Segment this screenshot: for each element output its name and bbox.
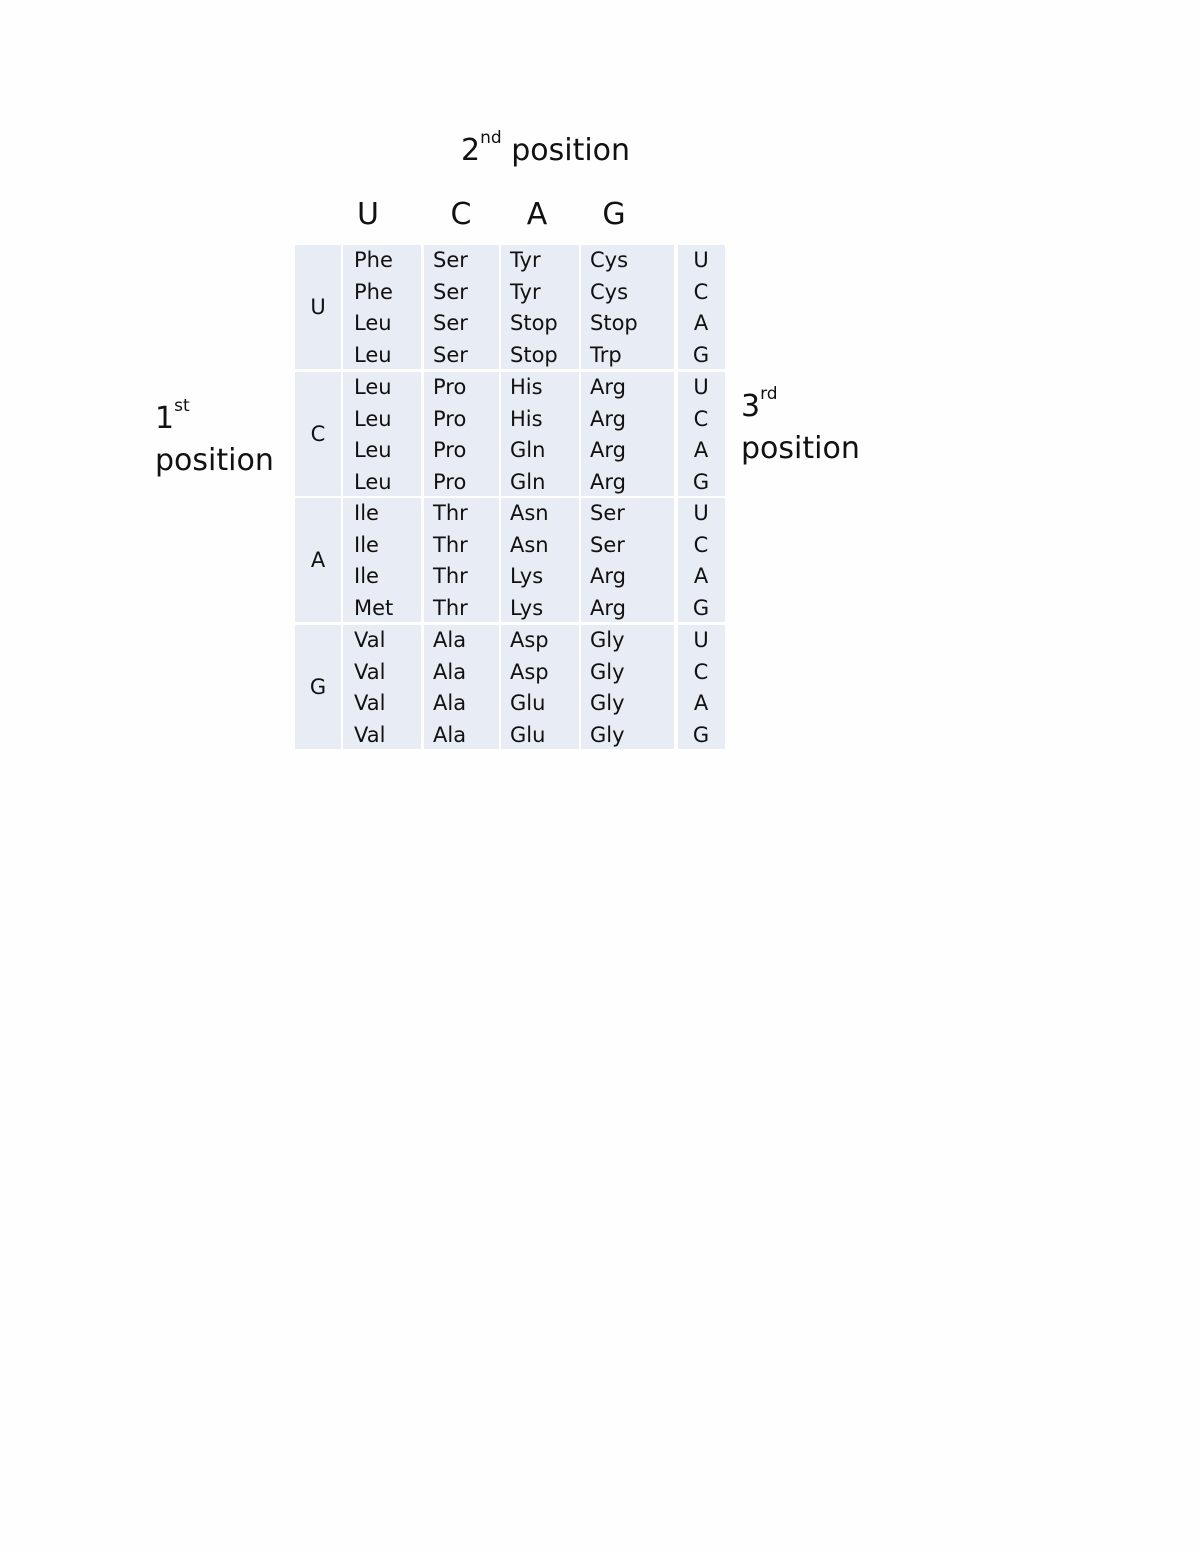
amino-acid-cell: Asp: [510, 660, 549, 684]
amino-acid-cell: Ser: [433, 343, 468, 367]
first-position-word: position: [155, 443, 274, 478]
amino-acid-cell: Leu: [354, 311, 392, 335]
first-base-label: C: [310, 422, 326, 446]
amino-acid-cell: Gly: [590, 660, 625, 684]
amino-acid-cell: His: [510, 375, 543, 399]
amino-acid-cell: Gln: [510, 438, 546, 462]
amino-acid-cell: Pro: [433, 470, 467, 494]
third-base-label: G: [692, 723, 710, 747]
amino-acid-cell: Ala: [433, 628, 467, 652]
third-base-label: U: [693, 501, 709, 525]
amino-acid-cell: Ser: [433, 311, 468, 335]
codon-block-u: [295, 245, 725, 369]
amino-acid-cell: Pro: [433, 375, 467, 399]
amino-acid-cell: Ser: [433, 248, 468, 272]
amino-acid-cell: Cys: [590, 248, 629, 272]
amino-acid-cell: Thr: [433, 564, 468, 588]
third-base-label: A: [693, 311, 709, 335]
amino-acid-cell: Pro: [433, 407, 467, 431]
amino-acid-cell: Ser: [433, 280, 468, 304]
second-position-number: 2: [461, 133, 481, 168]
amino-acid-cell: Thr: [433, 533, 468, 557]
first-base-label: G: [309, 675, 327, 699]
amino-acid-cell: Ile: [354, 564, 379, 588]
amino-acid-cell: Arg: [590, 470, 626, 494]
amino-acid-cell: Leu: [354, 407, 392, 431]
amino-acid-cell: Ile: [354, 501, 379, 525]
second-position-title: [461, 128, 631, 168]
amino-acid-cell: Val: [354, 691, 386, 715]
amino-acid-cell: Arg: [590, 375, 626, 399]
codon-block-a: [295, 498, 725, 622]
third-base-label: A: [693, 564, 709, 588]
first-base-label: A: [310, 548, 326, 572]
amino-acid-cell: Stop: [510, 311, 558, 335]
amino-acid-cell: Tyr: [510, 248, 541, 272]
amino-acid-cell: Phe: [354, 248, 393, 272]
amino-acid-cell: Glu: [510, 691, 546, 715]
amino-acid-cell: Gln: [510, 470, 546, 494]
first-position-suffix: st: [174, 396, 190, 416]
amino-acid-cell: Lys: [510, 596, 544, 620]
amino-acid-cell: Asp: [510, 628, 549, 652]
codon-block-c: [295, 372, 725, 496]
amino-acid-cell: Ser: [590, 501, 625, 525]
amino-acid-cell: Val: [354, 723, 386, 747]
amino-acid-cell: Arg: [590, 564, 626, 588]
second-base-header-3: A: [526, 197, 548, 232]
amino-acid-cell: Ala: [433, 660, 467, 684]
third-position-suffix: rd: [760, 384, 778, 404]
amino-acid-cell: Gly: [590, 691, 625, 715]
amino-acid-cell: Ile: [354, 533, 379, 557]
amino-acid-cell: Arg: [590, 407, 626, 431]
first-position-title: [155, 396, 274, 478]
third-base-label: A: [693, 691, 709, 715]
third-position-number: 3: [741, 389, 761, 424]
third-base-label: U: [693, 248, 709, 272]
amino-acid-cell: Tyr: [510, 280, 541, 304]
codon-block-g: [295, 625, 725, 749]
amino-acid-cell: Trp: [590, 343, 622, 367]
first-position-number: 1: [155, 401, 175, 436]
amino-acid-cell: Leu: [354, 438, 392, 462]
amino-acid-cell: Asn: [510, 501, 549, 525]
amino-acid-cell: Arg: [590, 596, 626, 620]
codon-table: [295, 245, 725, 748]
amino-acid-cell: Asn: [510, 533, 549, 557]
second-position-word: position: [511, 133, 631, 168]
amino-acid-cell: Cys: [590, 280, 629, 304]
second-position-suffix: nd: [480, 128, 502, 148]
third-base-label: C: [693, 660, 709, 684]
amino-acid-cell: His: [510, 407, 543, 431]
amino-acid-cell: Thr: [433, 501, 468, 525]
amino-acid-cell: Lys: [510, 564, 544, 588]
amino-acid-cell: Thr: [433, 596, 468, 620]
third-base-label: U: [693, 628, 709, 652]
amino-acid-cell: Val: [354, 660, 386, 684]
second-base-header-2: C: [450, 197, 472, 232]
third-base-label: C: [693, 533, 709, 557]
amino-acid-cell: Ala: [433, 691, 467, 715]
amino-acid-cell: Phe: [354, 280, 393, 304]
second-base-header-4: G: [602, 197, 626, 232]
first-base-label: U: [310, 295, 326, 319]
amino-acid-cell: Ala: [433, 723, 467, 747]
third-base-label: C: [693, 280, 709, 304]
third-base-label: G: [692, 343, 710, 367]
third-base-label: G: [692, 596, 710, 620]
amino-acid-cell: Leu: [354, 343, 392, 367]
third-position-title: [741, 384, 860, 466]
amino-acid-cell: Pro: [433, 438, 467, 462]
amino-acid-cell: Val: [354, 628, 386, 652]
amino-acid-cell: Ser: [590, 533, 625, 557]
amino-acid-cell: Gly: [590, 628, 625, 652]
amino-acid-cell: Met: [354, 596, 394, 620]
third-base-label: C: [693, 407, 709, 431]
amino-acid-cell: Glu: [510, 723, 546, 747]
third-base-label: A: [693, 438, 709, 462]
amino-acid-cell: Gly: [590, 723, 625, 747]
amino-acid-cell: Arg: [590, 438, 626, 462]
third-position-word: position: [741, 431, 860, 466]
second-base-header-1: U: [357, 197, 379, 232]
third-base-label: U: [693, 375, 709, 399]
amino-acid-cell: Stop: [590, 311, 638, 335]
third-base-label: G: [692, 470, 710, 494]
amino-acid-cell: Leu: [354, 470, 392, 494]
amino-acid-cell: Leu: [354, 375, 392, 399]
amino-acid-cell: Stop: [510, 343, 558, 367]
